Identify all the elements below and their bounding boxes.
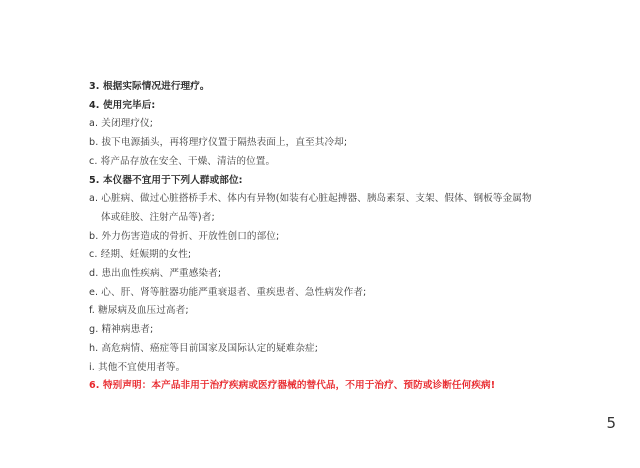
step-5-item-d: d. 患出血性疾病、严重感染者;: [89, 268, 222, 280]
step-5-item-a-continuation: 体或硅胶、注射产品等)者;: [101, 211, 215, 223]
step-5-item-i: i. 其他不宜使用者等。: [89, 361, 186, 373]
step-5-item-a: a. 心脏病、做过心脏搭桥手术、体内有异物(如装有心脏起搏器、胰岛素泵、支架、假体、钢板等金属物: [89, 193, 532, 205]
step-4-item-c: c. 将产品存放在安全、干燥、清洁的位置。: [89, 155, 276, 167]
step-4-item-a: a. 关闭理疗仪;: [89, 118, 154, 130]
step-5-item-b: b. 外力伤害造成的骨折、开放性创口的部位;: [89, 230, 280, 242]
step-5-heading: 5. 本仪器不宜用于下列人群或部位:: [89, 174, 243, 186]
step-5-item-g: g. 精神病患者;: [89, 324, 154, 336]
special-notice: 6. 特别声明：本产品非用于治疗疾病或医疗器械的替代品，不用于治疗、预防或诊断任何疾病!: [89, 380, 496, 392]
step-3-heading: 3. 根据实际情况进行理疗。: [89, 81, 210, 92]
step-5-item-f: f. 糖尿病及血压过高者;: [89, 305, 189, 317]
page-number: 5: [606, 414, 616, 432]
step-4-heading: 4. 使用完毕后:: [89, 99, 156, 111]
step-5-item-c: c. 经期、妊娠期的女性;: [89, 249, 192, 261]
step-5-item-e: e. 心、肝、肾等脏器功能严重衰退者、重疾患者、急性病发作者;: [89, 286, 367, 298]
step-4-item-b: b. 拔下电源插头，再将理疗仪置于隔热表面上，直至其冷却;: [89, 137, 348, 149]
instructions-block: [89, 78, 569, 396]
step-5-item-h: h. 高危病情、癌症等目前国家及国际认定的疑难杂症;: [89, 342, 319, 354]
